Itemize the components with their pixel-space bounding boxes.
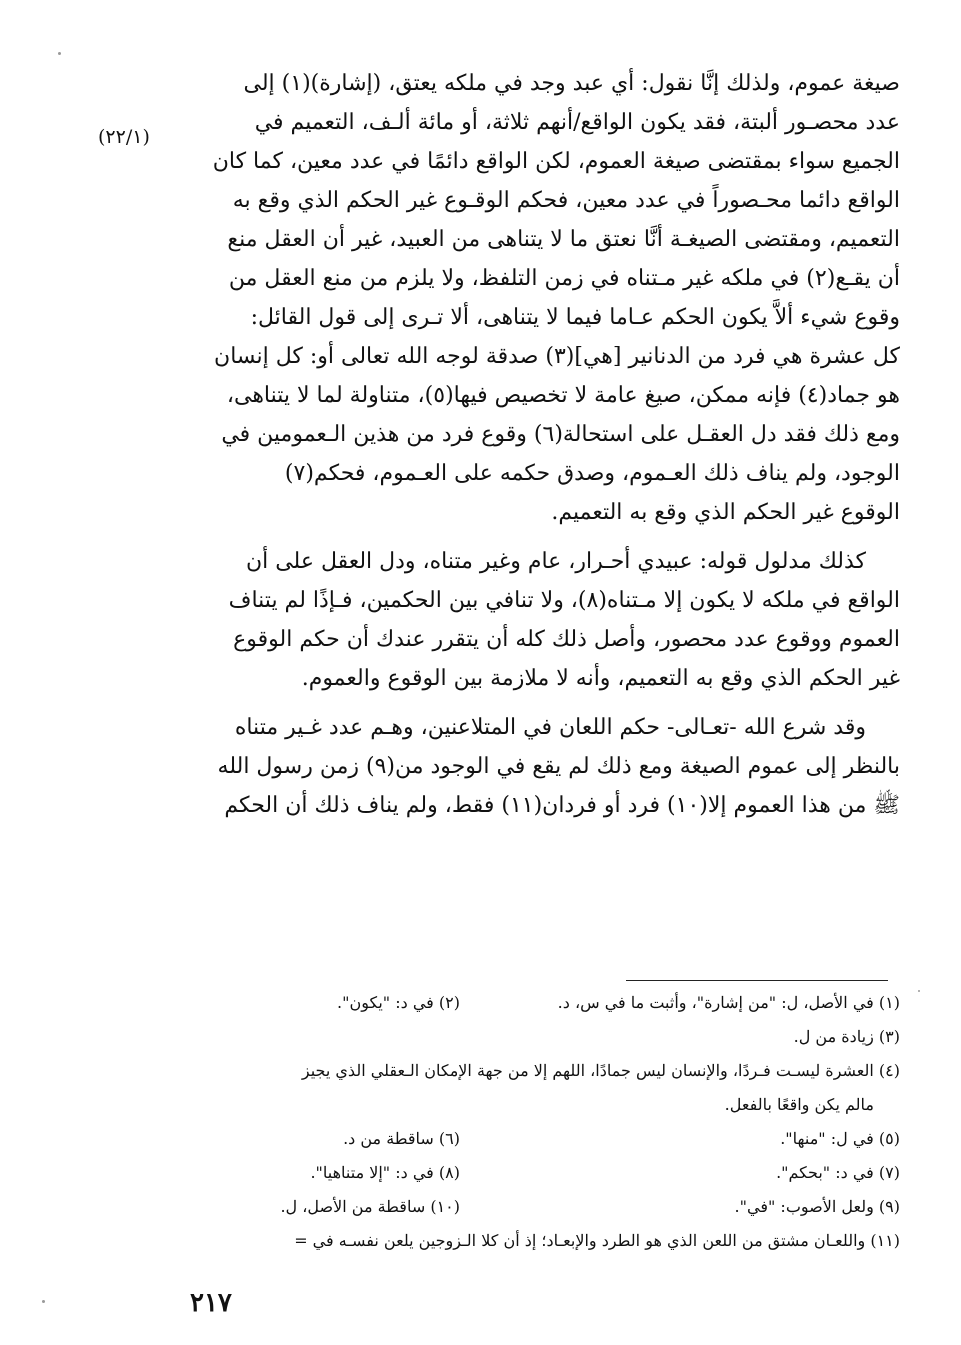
footnote: (٧) في د: "بحكم".	[776, 1163, 900, 1182]
paragraph-gap	[182, 532, 900, 542]
text-line: عدد محصـور ألبتة، فقد يكون الواقع/أنهم ثلاثة، أو مائة ألـف، التعميم في	[254, 110, 900, 135]
footnote: (٥) في ل: "منها".	[780, 1129, 900, 1148]
footnote: (٣) زيادة من ل.	[793, 1027, 900, 1046]
text-line: هو جماد(٤) فإنه ممكن، صيغ عامة لا تخصيص فيها(٥)، متناولة لما لا يتناهى،	[226, 383, 900, 408]
text-line: غير الحكم الذي وقع به التعميم، وأنه لا ملازمة بين الوقوع والعموم.	[301, 666, 900, 691]
footnote: (١) في الأصل، ل: "من إشارة"، وأثبت ما في س، د.	[557, 993, 900, 1012]
footnote-row	[182, 1224, 900, 1258]
text-line: العموم ووقوع عدد محصور، وأصل ذلك كله أن يتقرر عندك أن حكم الوقوع	[233, 627, 900, 652]
footnote: (٨) في د: "إلا متناهيا".	[310, 1163, 460, 1182]
text-line: أن يقـع(٢) في ملكه غير مـتناه في زمن التلفظ، ولا يلزم من منع العقل من	[228, 266, 900, 291]
text-line: الوقوع غير الحكم الذي وقع به التعميم.	[551, 500, 900, 525]
text-line: الواقع دائما محـصوراً في عدد معين، فحكم الوقـوع غير الحكم الذي وقع به	[232, 188, 900, 213]
text-line: ومع ذلك فقد دل العقـل على استحالة(٦) وقوع فرد من هذين الـعمومين في	[221, 422, 900, 447]
text-line: الواقع في ملكه لا يكون إلا مـتناه(٨)، ولا تنافي بين الحكمين، فـإذًا لم يتناف	[228, 588, 900, 613]
text-line: كذلك مدلول قوله: عبيدي أحـرار، عام وغير متناه، ودل العقل على أن	[245, 549, 866, 574]
footnote: (١١) واللعـان مشتق من اللعن الذي هو الطرد والإبعـاد؛ إذ أن كلا الـزوجين يلعن نفسـه في =	[294, 1231, 900, 1250]
text-line: ﷺ من هذا العموم إلا(١٠) فرد أو فردان(١١) فقط، ولم يناف ذلك أن الحكم	[224, 793, 900, 818]
footnote-row	[182, 1088, 900, 1122]
footnote-row	[182, 986, 900, 1020]
scan-speck	[918, 990, 920, 992]
footnote-row	[182, 1190, 900, 1224]
text-line: الوجود، ولم يناف ذلك العـموم، وصدق حكمه على العـموم، فحكم(٧)	[284, 461, 900, 486]
footnote-row	[182, 1020, 900, 1054]
footnote: (٦) ساقطة من د.	[343, 1129, 460, 1148]
text-line: الجميع سواء بمقتضى صيغة العموم، لكن الواقع دائمًا في عدد معين، كما كان	[212, 149, 900, 174]
text-line: كل عشرة هي فرد من الدنانير [هي](٣) صدقة لوجه الله تعالى أو: كل إنسان	[214, 344, 900, 369]
margin-note: (٢٢/١)	[98, 126, 150, 148]
footnote-row	[182, 1156, 900, 1190]
footnote-divider	[626, 980, 888, 981]
footnote: (٢) في د: "يكون".	[337, 993, 460, 1012]
footnote-row	[182, 1054, 900, 1088]
main-text	[182, 64, 900, 825]
footnote: (١٠) ساقطة من الأصل، ل.	[280, 1197, 460, 1216]
footnote-row	[182, 1122, 900, 1156]
text-line: التعميم، ومقتضى الصيغـة أنَّا نعتق ما لا يتناهى من العبيد، غير أن العقل منع	[227, 227, 900, 252]
page-number: ٢١٧	[190, 1288, 232, 1318]
scan-speck	[42, 1300, 45, 1303]
footnote: (٩) ولعل الأصوب: "في".	[734, 1197, 900, 1216]
text-line: بالنظر إلى عموم الصيغة ومع ذلك لم يقع في الوجود من(٩) زمن رسول الله	[217, 754, 900, 779]
text-line: وقد شرع الله -تعـالى- حكم اللعان في المتلاعنين، وهـم عدد غـير متناه	[234, 715, 866, 740]
text-line: صيغة عموم، ولذلك إنَّا نقول: أي عبد وجد في ملكه يعتق، (إشارة)(١) إلى	[243, 71, 900, 96]
footnotes	[182, 986, 900, 1258]
scan-speck	[58, 52, 61, 55]
text-line: وقوع شيء ألاَّ يكون الحكم عـاما فيما لا يتناهى، ألا تـرى إلى قول القائل:	[250, 305, 900, 330]
footnote-continuation: مالم يكن واقعًا بالفعل.	[724, 1095, 874, 1114]
footnote: (٤) العشرة ليسـت فـردًا، والإنسان ليس جمادًا، اللهم إلا من جهة الإمكان الـعقلي الذي يجيز	[301, 1061, 900, 1080]
paragraph-gap	[182, 698, 900, 708]
